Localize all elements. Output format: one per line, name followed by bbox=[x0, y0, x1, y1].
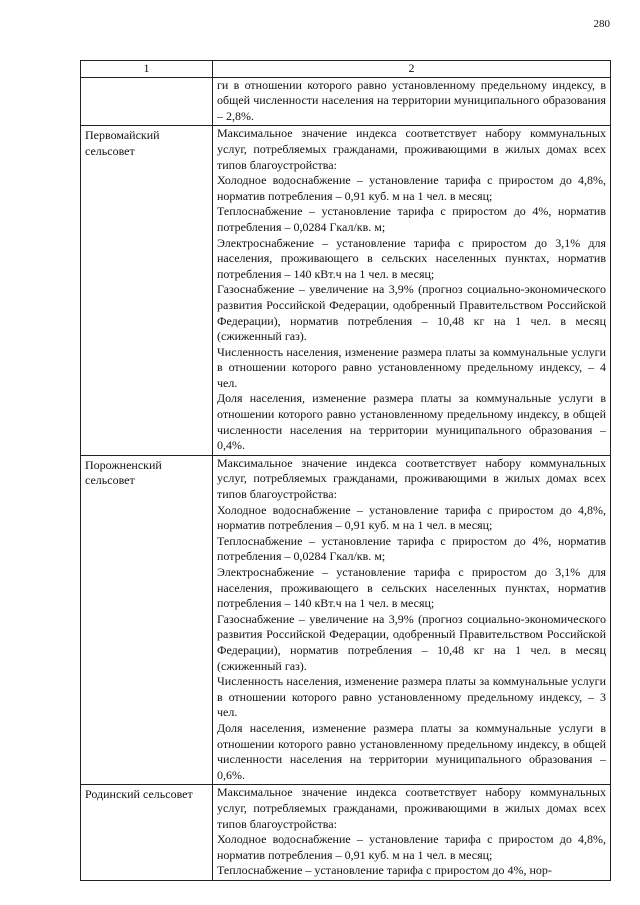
description-paragraph: Холодное водоснабжение – установление тарифа с приростом до 4,8%, норматив потребления – 0,91 куб. м на 1 чел. в месяц; bbox=[217, 173, 606, 203]
table-body bbox=[81, 77, 611, 880]
description-paragraph: ги в отношении которого равно установленному предельному индексу, в общей численности населения на территории муниципального образования – 2,8%. bbox=[217, 77, 606, 123]
description-cell bbox=[213, 455, 611, 784]
table-row bbox=[81, 77, 611, 126]
description-paragraph: Газоснабжение – увеличение на 3,9% (прогноз социально-экономического развития Российской Федерации, одобренный Правительством Российской Федерации), норматив потребления – 10,48 кг на 1 чел. в месяц (сжиженный газ). bbox=[217, 282, 606, 344]
table-row bbox=[81, 455, 611, 784]
tariff-table bbox=[80, 60, 611, 881]
description-paragraph: Электроснабжение – установление тарифа с приростом до 3,1% для населения, проживающего в сельских населенных пунктах, норматив потребления – 140 кВт.ч на 1 чел. в месяц; bbox=[217, 235, 606, 281]
description-paragraph: Доля населения, изменение размера платы за коммунальные услуги в отношении которого равно установленному предельному индексу, в общей численности населения на территории муниципального образования – 0,6%. bbox=[217, 720, 606, 782]
municipality-cell bbox=[81, 77, 213, 126]
description-paragraph: Теплоснабжение – установление тарифа с приростом до 4%, норматив потребления – 0,0284 Гкал/кв. м; bbox=[217, 533, 606, 564]
description-paragraph: Численность населения, изменение размера платы за коммунальные услуги в отношении которого равно установленному предельному индексу, – 3 чел. bbox=[217, 674, 606, 720]
description-paragraph: Максимальное значение индекса соответствует набору коммунальных услуг, потребляемых гражданами, проживающими в жилых домах всех типов благоустройства: bbox=[217, 455, 606, 502]
description-paragraph: Теплоснабжение – установление тарифа с приростом до 4%, нор- bbox=[217, 863, 552, 878]
municipality-cell: Первомайский сельсовет bbox=[81, 126, 213, 455]
column-header-2: 2 bbox=[213, 61, 611, 78]
column-header-1: 1 bbox=[81, 61, 213, 78]
description-cell bbox=[213, 126, 611, 455]
description-paragraph: Доля населения, изменение размера платы за коммунальные услуги в отношении которого равно установленному предельному индексу, в общей численности населения на территории муниципального образования – 0,4%. bbox=[217, 391, 606, 453]
description-paragraph: Электроснабжение – установление тарифа с приростом до 3,1% для населения, проживающего в сельских населенных пунктах, норматив потребления – 140 кВт.ч на 1 чел. в месяц; bbox=[217, 565, 606, 611]
municipality-cell: Порожненский сельсовет bbox=[81, 455, 213, 784]
table-row bbox=[81, 785, 611, 881]
description-paragraph: Максимальное значение индекса соответствует набору коммунальных услуг, потребляемых гражданами, проживающими в жилых домах всех типов благоустройства: bbox=[217, 785, 606, 831]
description-cell bbox=[213, 785, 611, 881]
description-cell bbox=[213, 77, 611, 126]
page-number: 280 bbox=[593, 18, 610, 30]
table-row bbox=[81, 126, 611, 455]
municipality-cell: Родинский сельсовет bbox=[81, 785, 213, 881]
description-paragraph: Теплоснабжение – установление тарифа с приростом до 4%, норматив потребления – 0,0284 Гкал/кв. м; bbox=[217, 204, 606, 234]
description-paragraph: Газоснабжение – увеличение на 3,9% (прогноз социально-экономического развития Российской Федерации, одобренный Правительством Российской Федерации), норматив потребления – 10,48 кг на 1 чел. в месяц (сжиженный газ). bbox=[217, 611, 606, 673]
table-header-row bbox=[81, 61, 611, 78]
description-paragraph: Холодное водоснабжение – установление тарифа с приростом до 4,8%, норматив потребления – 0,91 куб. м на 1 чел. в месяц; bbox=[217, 502, 606, 533]
description-paragraph: Холодное водоснабжение – установление тарифа с приростом до 4,8%, норматив потребления – 0,91 куб. м на 1 чел. в месяц; bbox=[217, 832, 606, 862]
description-paragraph: Численность населения, изменение размера платы за коммунальные услуги в отношении которого равно установленному предельному индексу, – 4 чел. bbox=[217, 344, 606, 390]
description-paragraph: Максимальное значение индекса соответствует набору коммунальных услуг, потребляемых гражданами, проживающими в жилых домах всех типов благоустройства: bbox=[217, 126, 606, 172]
